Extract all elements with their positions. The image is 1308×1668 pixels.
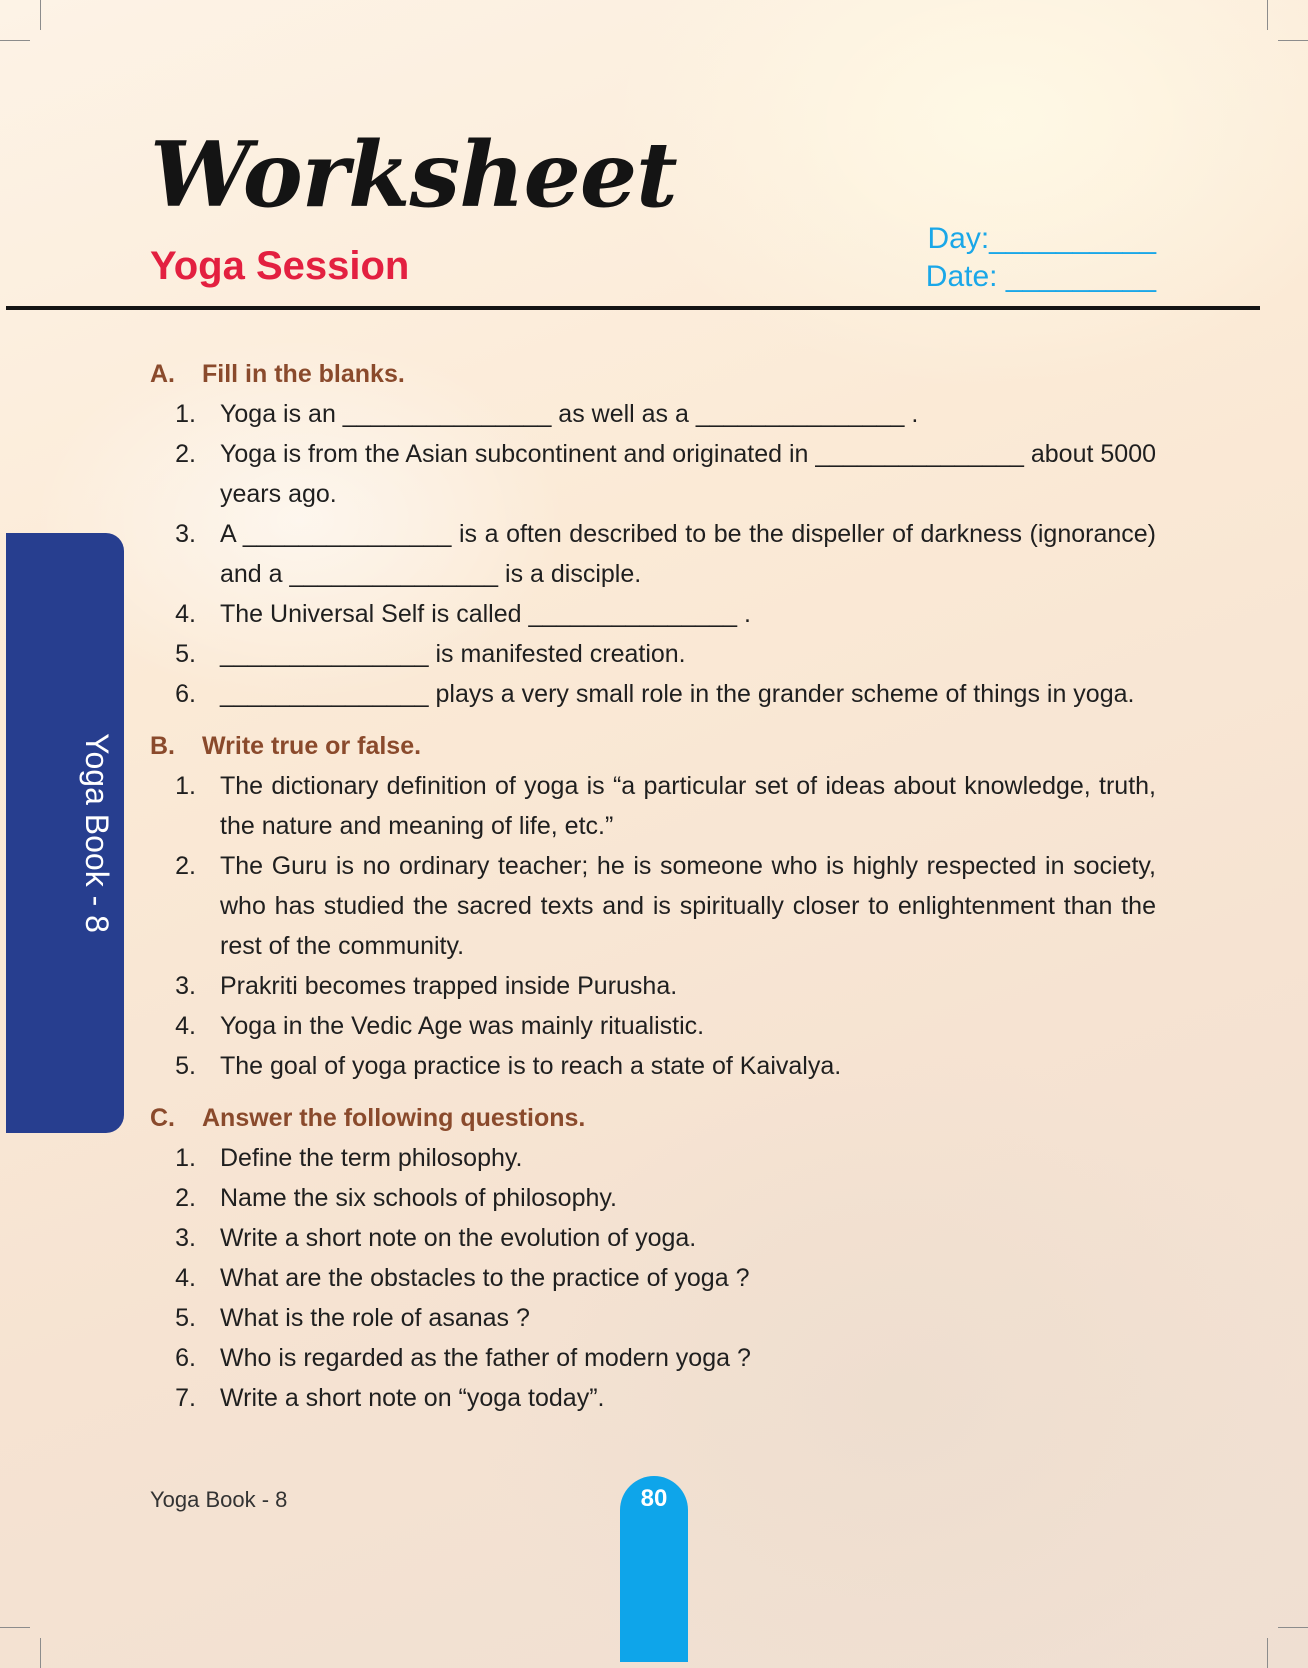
crop-mark [0,40,30,41]
question-number: 5. [175,1052,196,1080]
question-text: Yoga in the Vedic Age was mainly ritualistic. [220,1012,705,1040]
question-number: 3. [175,972,196,1000]
question-text: Define the term philosophy. [220,1144,523,1172]
worksheet-subtitle: Yoga Session [150,244,410,288]
worksheet-content [150,354,1156,1418]
question-item [150,514,1156,594]
question-item [150,1298,1156,1338]
question-item [150,1258,1156,1298]
crop-mark [1278,1627,1308,1628]
section-heading-b [150,726,1156,766]
question-number: 6. [175,680,196,708]
crop-mark [1278,40,1308,41]
question-item [150,674,1156,714]
question-item [150,434,1156,514]
question-text: _______________ is manifested creation. [220,640,686,668]
question-item [150,966,1156,1006]
section-letter: C. [150,1104,175,1132]
section-title: Answer the following questions. [202,1104,586,1132]
crop-mark [1267,1638,1268,1668]
question-number: 2. [175,852,196,880]
question-text: _______________ plays a very small role in the grander scheme of things in yoga. [220,680,1135,708]
question-text: Name the six schools of philosophy. [220,1184,617,1212]
question-text: What is the role of asanas ? [220,1304,530,1332]
question-item [150,394,1156,434]
question-text: Yoga is an _______________ as well as a _______________ . [220,400,919,428]
question-text: A _______________ is a often described to be the dispeller of darkness (ignorance) and a _______________ is a disciple. [220,520,1156,588]
section-title: Fill in the blanks. [202,360,405,388]
section-title: Write true or false. [202,732,422,760]
question-number: 6. [175,1344,196,1372]
question-item [150,594,1156,634]
question-item [150,1138,1156,1178]
question-item [150,1218,1156,1258]
question-text: The Guru is no ordinary teacher; he is someone who is highly respected in society, who has studied the sacred texts and is spiritually closer to enlightenment than the rest of the community. [220,852,1156,960]
question-item [150,1338,1156,1378]
question-item [150,1006,1156,1046]
day-field-label: Day:__________ [927,222,1156,255]
question-number: 4. [175,600,196,628]
question-number: 1. [175,772,196,800]
question-number: 4. [175,1264,196,1292]
section-heading-a [150,354,1156,394]
question-item [150,846,1156,966]
question-text: What are the obstacles to the practice of yoga ? [220,1264,750,1292]
question-text: Write a short note on the evolution of yoga. [220,1224,697,1252]
question-item [150,1178,1156,1218]
question-number: 5. [175,640,196,668]
question-text: The goal of yoga practice is to reach a state of Kaivalya. [220,1052,842,1080]
worksheet-title: Worksheet [150,122,677,228]
question-text: Prakriti becomes trapped inside Purusha. [220,972,678,1000]
question-number: 1. [175,1144,196,1172]
question-item [150,1378,1156,1418]
question-number: 4. [175,1012,196,1040]
footer-book-label: Yoga Book - 8 [150,1487,288,1512]
question-item [150,634,1156,674]
question-number: 3. [175,1224,196,1252]
header-divider [6,306,1260,310]
question-number: 3. [175,520,196,548]
crop-mark [40,1638,41,1668]
question-number: 2. [175,440,196,468]
crop-mark [0,1627,30,1628]
question-item [150,1046,1156,1086]
question-number: 1. [175,400,196,428]
section-letter: A. [150,360,175,388]
question-text: Yoga is from the Asian subcontinent and originated in _______________ about 5000 years ago. [220,440,1156,508]
date-field-label: Date: _________ [925,260,1156,293]
question-text: The dictionary definition of yoga is “a particular set of ideas about knowledge, truth, the nature and meaning of life, etc.” [220,772,1156,840]
section-letter: B. [150,732,175,760]
question-number: 7. [175,1384,196,1412]
crop-mark [1267,0,1268,30]
question-number: 2. [175,1184,196,1212]
section-heading-c [150,1098,1156,1138]
side-tab-label: Yoga Book - 8 [79,733,115,933]
question-text: Write a short note on “yoga today”. [220,1384,605,1412]
page-number: 80 [640,1485,668,1512]
question-number: 5. [175,1304,196,1332]
question-text: Who is regarded as the father of modern yoga ? [220,1344,751,1372]
crop-mark [40,0,41,30]
question-text: The Universal Self is called _______________ . [220,600,751,628]
question-item [150,766,1156,846]
